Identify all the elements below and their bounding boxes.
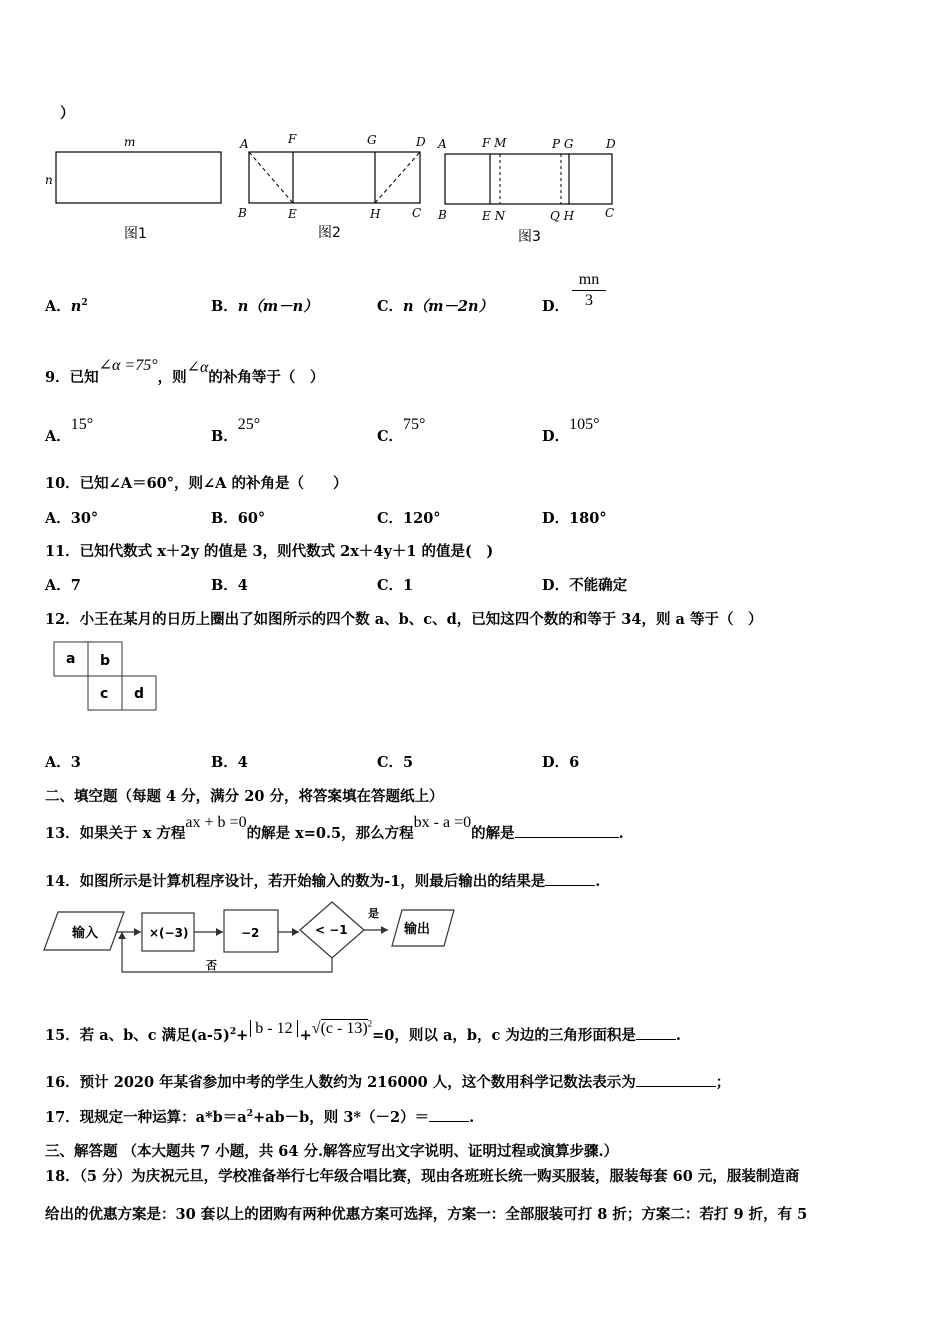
fig3-B: B [438, 208, 447, 222]
q9-option-a: A．15° [45, 416, 94, 445]
q11-option-b: B．4 [211, 577, 248, 594]
q9-stem: 9．已知∠α =75°，则∠α的补角等于（ ） [45, 357, 325, 386]
fig2-D: D [416, 135, 426, 149]
fig3-FM: F M [482, 136, 507, 150]
fig1-label-n: n [45, 173, 53, 187]
fig2-A: A [240, 137, 249, 151]
q12-option-c: C．5 [377, 754, 414, 771]
q11-option-d: D．不能确定 [542, 577, 628, 594]
q12-stem: 12．小王在某月的日历上圈出了如图所示的四个数 a、b、c、d，已知这四个数的和等于 34，则 a 等于（ ） [45, 611, 763, 628]
q8-option-b: B．n（m－n） [211, 298, 318, 315]
q11-option-a: A．7 [45, 577, 81, 594]
cell-d-text: d [134, 686, 145, 702]
fig2-caption: 图2 [318, 225, 341, 241]
q14-flowchart [42, 898, 462, 978]
q11-stem: 11．已知代数式 x＋2y 的值是 3，则代数式 2x＋4y＋1 的值是( ) [45, 543, 494, 560]
q13-stem: 13．如果关于 x 方程ax + b =0的解是 x=0.5，那么方程bx - a =0的解是 . [45, 814, 624, 842]
fig1-label-m: m [124, 135, 136, 149]
fig3-rectangle [445, 154, 612, 204]
q10-option-d: D．180° [542, 510, 607, 527]
fig1-rectangle [56, 152, 221, 203]
fig2-rectangle [249, 152, 420, 203]
q8-figures [40, 128, 630, 246]
q10-option-c: C．120° [377, 510, 441, 527]
q17-answer-blank [429, 1107, 469, 1122]
q9-option-b: B．25° [211, 416, 261, 445]
q12-option-b: B．4 [211, 754, 248, 771]
section-3-title: 三、解答题 （本大题共 7 小题，共 64 分.解答应写出文字说明、证明过程或演算步骤.） [45, 1143, 619, 1160]
q15-answer-blank [636, 1025, 676, 1040]
fig2-F: F [288, 132, 297, 146]
cell-c-text: c [100, 686, 109, 702]
q9-option-c: C．75° [377, 416, 426, 445]
fig3-caption: 图3 [518, 229, 541, 245]
fig2-E: E [288, 207, 297, 221]
q15-stem: 15．若 a、b、c 满足$(a-5)^2+ b - 12 +√(c - 13)^2=0$，则以 a，b，c 为边的三角形面积是 . [45, 1018, 681, 1044]
q8-option-a: A．$n^2$ [45, 298, 88, 315]
section-2-title: 二、填空题（每题 4 分，满分 20 分，将答案填在答题纸上） [45, 788, 444, 805]
fig3-EN: E N [482, 209, 506, 223]
q18-line-1: 18．（5 分）为庆祝元旦，学校准备举行七年级合唱比赛，现由各班班长统一购买服装，服装每套 60 元，服装制造商 [45, 1168, 800, 1185]
q16-answer-blank [636, 1072, 716, 1087]
q18-line-2: 给出的优惠方案是：30 套以上的团购有两种优惠方案可选择，方案一：全部服装可打 8 折；方案二：若打 9 折，有 5 [45, 1206, 808, 1223]
q17-stem: 17．现规定一种运算：$a*b=a^2+ab-b$，则 3*（－2）＝ . [45, 1109, 475, 1126]
q16-stem: 16．预计 2020 年某省参加中考的学生人数约为 216000 人，这个数用科学记数法表示为 ； [45, 1074, 731, 1091]
cell-a-text: a [66, 651, 76, 667]
fig2-B: B [238, 206, 247, 220]
fig2-C: C [412, 206, 422, 220]
fig2-G: G [367, 133, 377, 147]
flow-no-label: 否 [206, 959, 217, 972]
q8-closing-paren: ） [60, 105, 75, 122]
fig2-H: H [370, 207, 381, 221]
q14-answer-blank [545, 871, 595, 886]
cell-b-text: b [100, 653, 111, 669]
q13-answer-blank [515, 823, 619, 838]
flow-input-text: 输入 [72, 926, 99, 941]
q10-option-b: B．60° [211, 510, 266, 527]
q12-option-a: A．3 [45, 754, 81, 771]
q8-option-d-fraction: mn 3 [572, 270, 606, 311]
flow-condition-text: < −1 [315, 923, 348, 937]
q9-option-d: D．105° [542, 416, 600, 445]
fig3-C: C [605, 206, 615, 220]
flow-yes-label: 是 [368, 907, 379, 920]
q12-calendar-figure [52, 640, 162, 715]
fig1-caption: 图1 [124, 226, 147, 242]
q12-option-d: D．6 [542, 754, 580, 771]
q14-stem: 14．如图所示是计算机程序设计，若开始输入的数为-1，则最后输出的结果是 . [45, 873, 601, 890]
q10-option-a: A．30° [45, 510, 99, 527]
fig3-A: A [438, 137, 447, 151]
q8-option-c: C．n（m－2n） [377, 298, 494, 315]
fig3-PG: P G [552, 137, 574, 151]
fig3-QH: Q H [550, 209, 575, 223]
q8-option-d-label: D． [542, 298, 570, 315]
flow-subtract-text: −2 [241, 926, 260, 940]
flow-multiply-text: ×(−3) [149, 926, 189, 940]
q10-stem: 10．已知∠A＝60°，则∠A 的补角是（ ） [45, 475, 348, 492]
flow-output-text: 输出 [404, 922, 431, 937]
q11-option-c: C．1 [377, 577, 414, 594]
fig3-D: D [606, 137, 616, 151]
